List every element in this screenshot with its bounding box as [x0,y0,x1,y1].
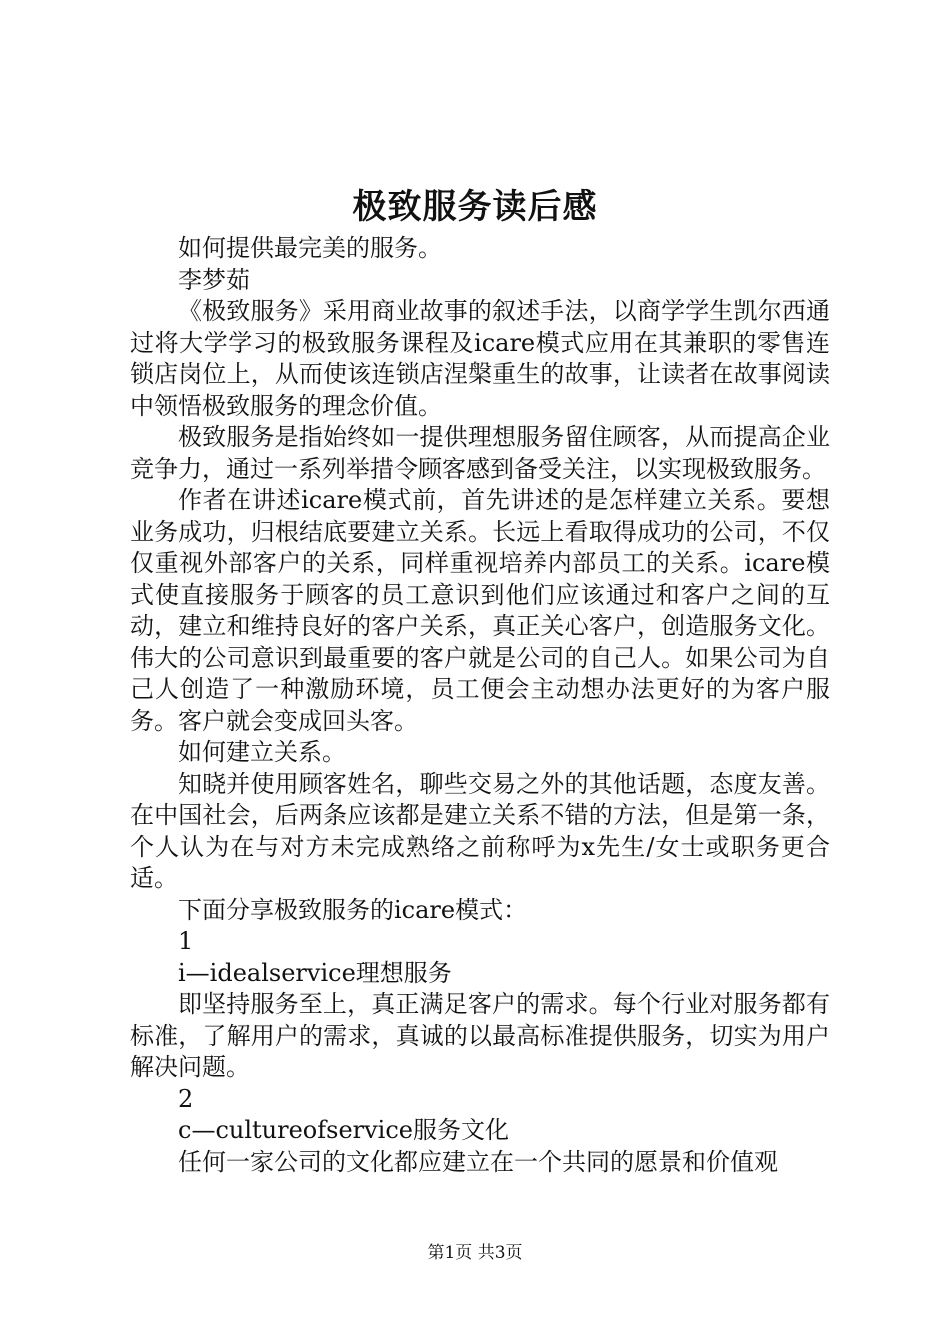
paragraph: 知晓并使用顾客姓名，聊些交易之外的其他话题，态度友善。在中国社会，后两条应该都是建立关系不错的方法，但是第一条，个人认为在与对方未完成熟络之前称呼为x先生/女士或职务更合适。 [130,769,830,892]
document-body [130,233,830,1178]
list-number: 1 [178,927,194,955]
paragraph: 极致服务是指始终如一提供理想服务留住顾客，从而提高企业竞争力，通过一系列举措令顾客感到备受关注，以实现极致服务。 [130,423,830,483]
paragraph: 如何建立关系。 [178,738,346,766]
paragraph: 作者在讲述icare模式前，首先讲述的是怎样建立关系。要想业务成功，归根结底要建立关系。长远上看取得成功的公司，不仅仅重视外部客户的关系，同样重视培养内部员工的关系。icare模式使直接服务于顾客的员工意识到他们应该通过和客户之间的互动，建立和维持良好的客户关系，真正关心客户，创造服务文化。伟大的公司意识到最重要的客户就是公司的自己人。如果公司为自己人创造了一种激励环境，员工便会主动想办法更好的为客户服务。客户就会变成回头客。 [130,486,830,735]
list-heading: i—idealservice理想服务 [178,958,452,987]
paragraph: 即坚持服务至上，真正满足客户的需求。每个行业对服务都有标准，了解用户的需求，真诚的以最高标准提供服务，切实为用户解决问题。 [130,990,830,1081]
paragraph: 如何提供最完美的服务。 [178,234,442,262]
page-footer: 第1页 共3页 [427,1243,523,1263]
paragraph: 下面分享极致服务的icare模式： [178,895,528,924]
paragraph: 《极致服务》采用商业故事的叙述手法，以商学学生凯尔西通过将大学学习的极致服务课程及icare模式应用在其兼职的零售连锁店岗位上，从而使该连锁店涅槃重生的故事，让读者在故事阅读中领悟极致服务的理念价值。 [130,297,830,420]
document-title: 极致服务读后感 [352,187,598,227]
list-number: 2 [178,1084,194,1113]
paragraph: 李梦茹 [178,265,250,294]
list-heading: c—cultureofservice服务文化 [178,1116,509,1144]
paragraph: 任何一家公司的文化都应建立在一个共同的愿景和价值观 [178,1147,778,1176]
